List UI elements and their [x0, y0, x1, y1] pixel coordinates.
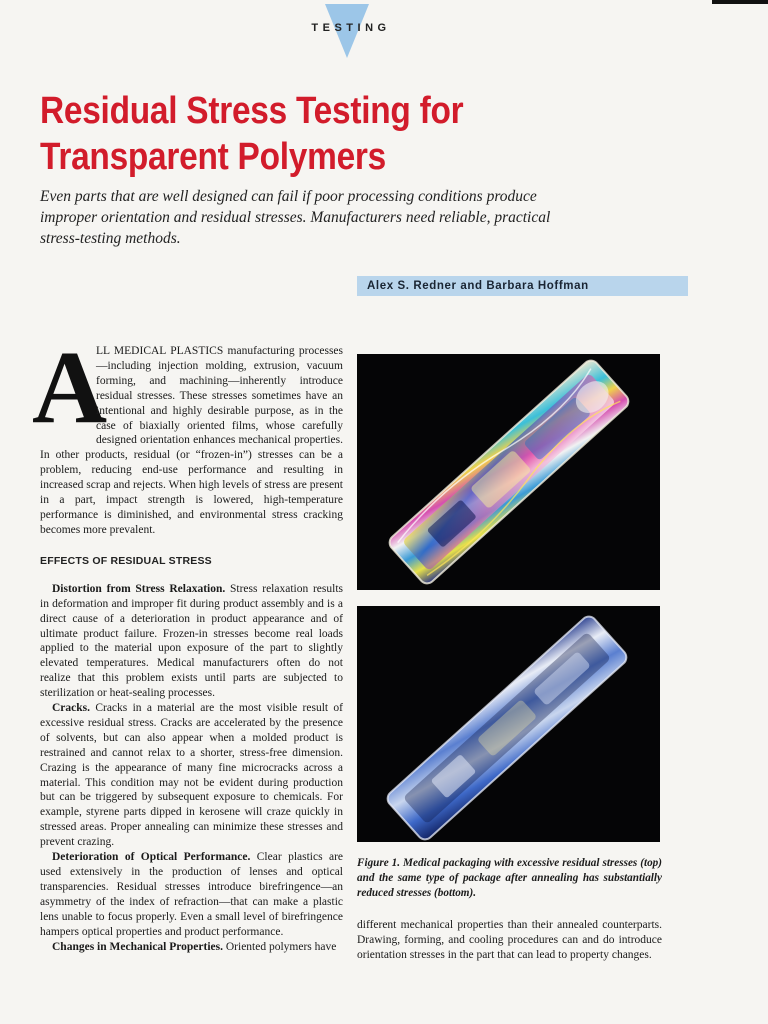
paragraph-heading: Changes in Mechanical Properties.	[52, 940, 223, 953]
paragraph-heading: Distortion from Stress Relaxation.	[52, 582, 226, 595]
paragraph-heading: Cracks.	[52, 702, 91, 715]
article-deck: Even parts that are well designed can fail if poor processing conditions produce improper orientation and residual stresses. Manufacturers need reliable, practical stress-testing methods.	[40, 188, 551, 247]
body-paragraph	[40, 701, 343, 850]
figure-caption: Figure 1. Medical packaging with excessive residual stresses (top) and the same type of package after annealing has substantially reduced stresses (bottom).	[357, 857, 662, 899]
intro-text: manufacturing processes—including injection molding, extrusion, vacuum forming, and machining—inherently introduce residual stresses. These stresses sometimes have an intentional and highly desirable purpose, as in the case of biaxially oriented films, whose carefully designed orientation enhances mechanical properties. In other products, residual (or “frozen-in”) stresses can be a problem, reducing end-use performance and resulting in increased scrap and rejects. When high levels of stress are present in a part, impact strength is lowered, high-temperature performance is diminished, and environmental stress cracking becomes more prevalent.	[40, 345, 343, 536]
section-subhead: EFFECTS OF RESIDUAL STRESS	[40, 554, 212, 567]
body-paragraph	[40, 582, 343, 701]
drop-cap: A	[32, 330, 108, 445]
section-tab	[303, 0, 399, 60]
figure-top-photo	[357, 354, 660, 590]
page-corner-mark	[712, 0, 768, 4]
intro-lead-in: LL MEDICAL PLASTICS	[96, 345, 224, 357]
polarized-package-annealed-image	[357, 606, 660, 842]
paragraph-text: Clear plastics are used extensively in the production of lenses and optical transparencies. Residual stresses introduce birefringence—an asymmetry of the index of refraction—that can make a plastic lens unable to focus properly. Even a small level of birefringence hampers optical properties and product performance.	[40, 851, 344, 938]
paragraph-text: Stress relaxation results in deformation and improper fit during product assembly and is a direct cause of a deterioration in product appearance and of ultimate product failure. Frozen-in stresses become real loads applied to the material upon exposure of the part to slightly elevated temperatures. Medical manufacturers often do not realize that this problem exists until parts are subjected to sterilization or heat-sealing processes.	[40, 582, 344, 700]
intro-paragraph	[32, 330, 343, 538]
figure-bottom-photo	[357, 606, 660, 842]
paragraph-text: Cracks in a material are the most visible result of excessive residual stress. Cracks are accelerated by the presence of solvents, but can also appear when a molded product is restrained and cannot relax to a shorter, stress-free dimension. Crazing is the appearance of many fine microcracks across a material. This condition may not be evident during production but can be triggered by subsequent exposure to chemicals. For example, styrene parts dipped in kerosene will craze quickly in stressed areas. Proper annealing can minimize these stresses and prevent crazing.	[40, 702, 343, 849]
left-column	[32, 330, 344, 954]
paragraph-text: Oriented polymers have	[223, 940, 337, 953]
right-column-text: different mechanical properties than their annealed counterparts. Drawing, forming, and cooling procedures can and do introduce orientation stresses in the part that can lead to property changes.	[357, 919, 662, 961]
article-byline: Alex S. Redner and Barbara Hoffman	[357, 276, 688, 296]
article-title: Residual Stress Testing for Transparent Polymers	[40, 90, 464, 178]
polarized-package-image	[357, 354, 660, 590]
body-paragraph	[40, 940, 343, 955]
paragraph-heading: Deterioration of Optical Performance.	[52, 851, 251, 864]
section-label: TESTING	[311, 22, 391, 34]
body-paragraph	[40, 850, 343, 939]
